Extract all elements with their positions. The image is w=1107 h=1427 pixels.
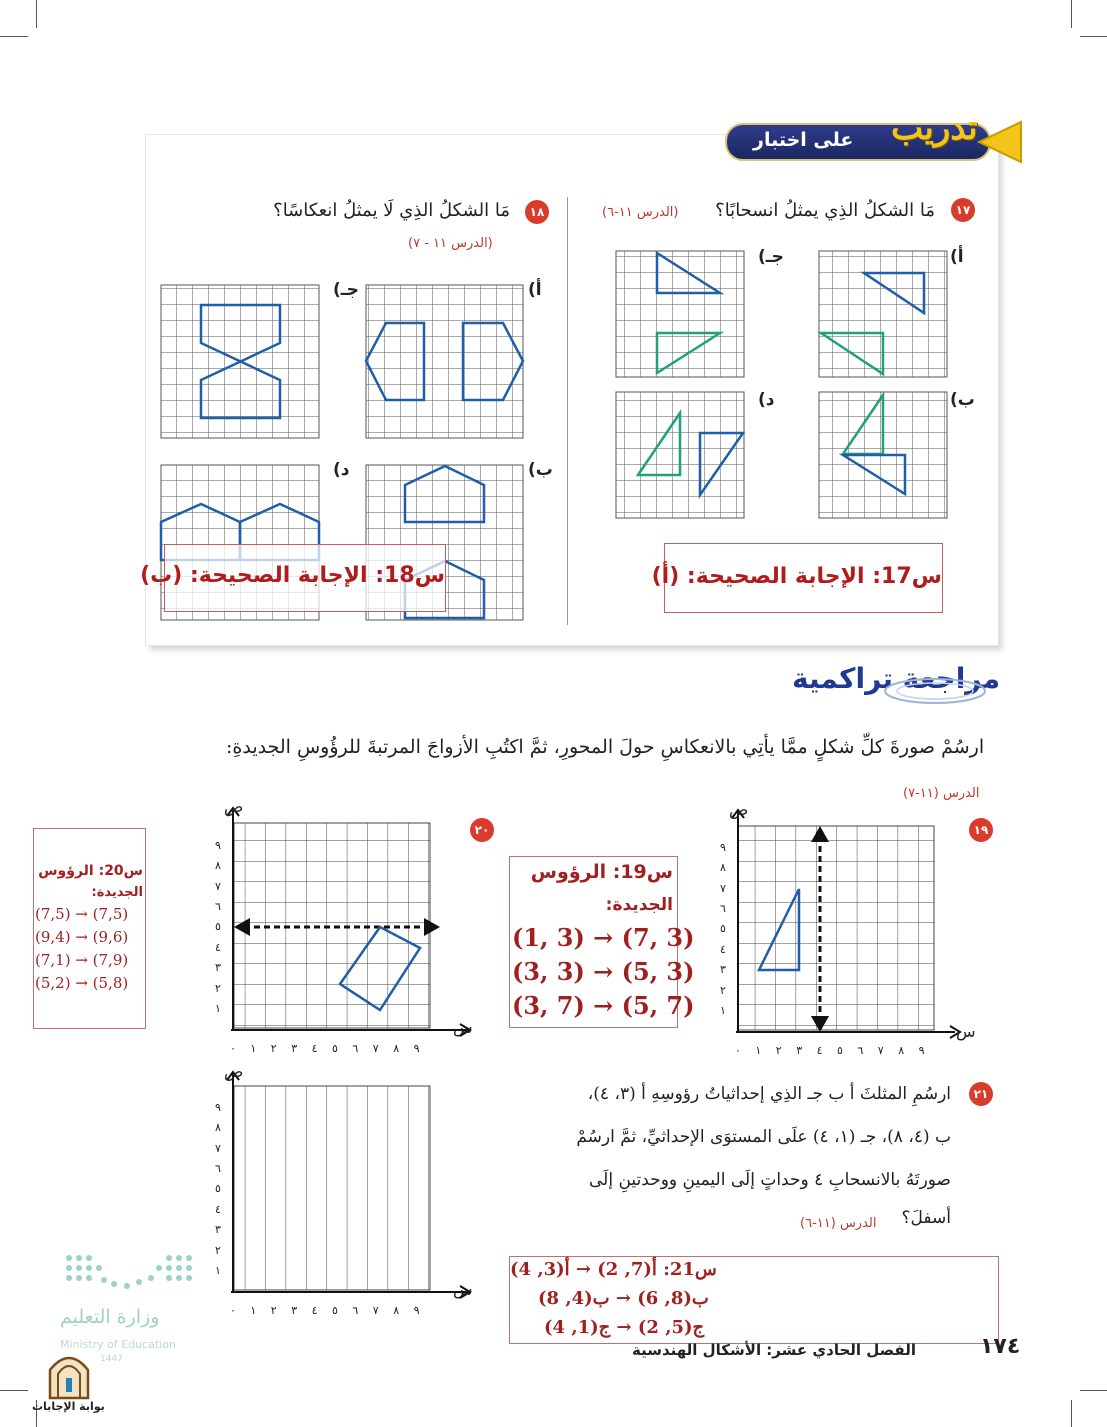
q20-x-tick: ٦	[352, 1042, 359, 1055]
q21-y-tick: ٥	[215, 1182, 221, 1196]
review-lesson: الدرس (١١-٧)	[903, 786, 980, 801]
q21-x-tick: ٥	[332, 1304, 338, 1317]
q19-x-axis-label: س	[956, 1022, 976, 1041]
q17-option-b: ب)	[950, 390, 975, 410]
q20-x-tick: ٥	[332, 1042, 338, 1055]
q21-y-tick: ٧	[215, 1141, 221, 1155]
q19-x-tick: ٨	[898, 1044, 905, 1057]
q19-answer-row: (1, 3) → (7, 3)	[512, 923, 695, 952]
q20-answer-row: (5,2) → (5,8)	[35, 974, 129, 992]
q21-y-tick: ٦	[215, 1162, 221, 1175]
q21-y-tick: ١	[215, 1264, 221, 1277]
q17-text: مَا الشكلُ الذِي يمثلُ انسحابًا؟	[715, 200, 935, 221]
q21-grid	[227, 1072, 470, 1298]
q17-option-c: جـ)	[758, 247, 784, 267]
q20-x-tick: ١	[250, 1042, 257, 1055]
q20-x-axis-label: س	[453, 1018, 473, 1037]
q20-y-tick: ٣	[215, 961, 221, 975]
footer-chapter: الفصل الحادي عشر: الأشكال الهندسية	[632, 1341, 916, 1359]
q18-number: ١٨	[525, 200, 549, 224]
q18-option-c: جـ)	[333, 280, 359, 300]
q20-y-tick: ٩	[215, 838, 221, 852]
q20-answer-header: س20: الرؤوس	[38, 863, 143, 879]
watermark-text: بوابة الإجابات	[32, 1400, 105, 1413]
q21-answer-row: س21: أ(7, 2) → أ(3, 4)	[510, 1259, 717, 1280]
q19-x-tick: ٠	[735, 1044, 741, 1057]
watermark-logo	[30, 1350, 110, 1420]
q19-y-axis-label: ص	[729, 800, 749, 819]
ministry-name-ar: وزارة التعليم	[60, 1306, 160, 1328]
q20-y-tick: ٤	[215, 940, 221, 954]
q21-answer-box	[509, 1256, 999, 1344]
q21-x-axis-label: س	[453, 1280, 473, 1299]
q21-answer-row: ب(8, 6) → ب(4, 8)	[538, 1288, 709, 1309]
q21-number: ٢١	[969, 1082, 993, 1106]
q19-number: ١٩	[969, 818, 993, 842]
q19-answer-header: س19: الرؤوس	[530, 861, 673, 883]
q19-y-tick: ١	[720, 1004, 726, 1017]
q21-x-tick: ٩	[413, 1304, 420, 1317]
q17-option-d: د)	[758, 390, 775, 410]
q19-y-tick: ٤	[720, 942, 726, 956]
q21-x-tick: ٠	[230, 1304, 236, 1317]
q21-y-tick: ٩	[215, 1100, 221, 1114]
q21-x-tick: ٤	[311, 1304, 318, 1317]
q21-y-axis-label: ص	[224, 1062, 244, 1081]
q19-y-tick: ٧	[720, 881, 726, 895]
page-number: ١٧٤	[980, 1334, 1021, 1359]
q19-answer-box	[509, 856, 695, 1028]
q19-x-tick: ٣	[796, 1044, 803, 1057]
ministry-year: 1447	[100, 1354, 123, 1364]
q17-option-a: أ)	[950, 247, 964, 267]
q21-x-tick: ٧	[372, 1304, 379, 1317]
q20-x-tick: ٣	[291, 1042, 298, 1055]
q21-x-tick: ١	[250, 1304, 257, 1317]
q21-x-tick: ٢	[270, 1304, 277, 1317]
q21-y-tick: ٤	[215, 1202, 221, 1216]
review-title: مراجعة تراكمية	[792, 662, 1001, 695]
q19-x-tick: ٤	[816, 1044, 823, 1057]
q19-answer-row: (3, 7) → (5, 7)	[512, 991, 695, 1020]
q21-lesson: الدرس (١١-٦)	[800, 1216, 877, 1231]
q20-answer-row: (7,1) → (7,9)	[35, 951, 129, 969]
q17-number: ١٧	[951, 198, 975, 222]
q21-line-2: ب (٤، ٨)، جـ (١، ٤) علَى المستوَى الإحداثيِّ، ثمَّ ارسُمْ	[576, 1127, 951, 1147]
q19-y-tick: ٥	[720, 922, 726, 936]
q19-x-tick: ٢	[775, 1044, 782, 1057]
q20-x-tick: ٨	[393, 1042, 400, 1055]
q21-line-1: ارسُمِ المثلثَ أ ب جـ الذِي إحداثياتُ رؤوسِهِ أ (٣، ٤)،	[587, 1084, 951, 1104]
q20-y-tick: ٢	[215, 981, 221, 995]
q18-lesson: (الدرس ١١ - ٧)	[408, 236, 493, 251]
q17-lesson: (الدرس ١١-٦)	[602, 205, 679, 220]
q20-x-tick: ٠	[230, 1042, 236, 1055]
q20-x-tick: ٩	[413, 1042, 420, 1055]
q19-x-tick: ١	[755, 1044, 762, 1057]
q17-answer: س17: الإجابة الصحيحة: (أ)	[664, 543, 943, 613]
review-instruction: ارسُمْ صورةَ كلِّ شكلٍ ممَّا يأتِي بالانعكاسِ حولَ المحورِ، ثمَّ اكتُبِ الأزواجَ المرتبةَ للرؤُوسِ الجديدةِ:	[226, 736, 985, 758]
q19-y-tick: ٢	[720, 983, 726, 997]
q18-option-a: أ)	[528, 280, 542, 300]
q21-y-tick: ٢	[215, 1243, 221, 1257]
q20-x-tick: ٢	[270, 1042, 277, 1055]
q21-x-tick: ٨	[393, 1304, 400, 1317]
q21-y-tick: ٨	[215, 1121, 221, 1135]
q20-grid	[227, 808, 470, 1036]
q19-y-tick: ٨	[720, 861, 726, 875]
q21-y-tick: ٣	[215, 1223, 221, 1237]
q21-x-tick: ٦	[352, 1304, 359, 1317]
q20-y-tick: ٧	[215, 879, 221, 893]
q19-x-tick: ٧	[877, 1044, 884, 1057]
q21-line-4: أسفلَ؟	[901, 1208, 951, 1228]
q21-line-3: صورتَهُ بالانسحابِ ٤ وحداتٍ إلَى اليمينِ ووحدتينِ إلَى	[588, 1170, 951, 1190]
q19-answer-row: (3, 3) → (5, 3)	[512, 957, 695, 986]
q20-y-tick: ٦	[215, 900, 221, 913]
q18-answer: س18: الإجابة الصحيحة: (ب)	[164, 544, 446, 612]
q20-y-tick: ٨	[215, 859, 221, 873]
q19-y-tick: ٦	[720, 902, 726, 915]
q20-answer-row: (7,5) → (7,5)	[35, 905, 129, 923]
q19-grid	[732, 810, 960, 1038]
q19-answer-header2: الجديدة:	[605, 895, 673, 915]
q19-x-tick: ٥	[837, 1044, 843, 1057]
q18-option-d: د)	[333, 460, 350, 480]
q19-x-tick: ٦	[857, 1044, 864, 1057]
q20-x-tick: ٧	[372, 1042, 379, 1055]
q19-x-tick: ٩	[918, 1044, 925, 1057]
ministry-name-en: Ministry of Education	[60, 1338, 177, 1351]
q18-option-b: ب)	[528, 460, 553, 480]
q21-answer-row: ج(5, 2) → ج(1, 4)	[544, 1317, 705, 1338]
q20-answer-header2: الجديدة:	[91, 885, 143, 900]
q20-x-tick: ٤	[311, 1042, 318, 1055]
q18-text: مَا الشكلُ الذِي لَا يمثلُ انعكاسًا؟	[273, 200, 510, 221]
q20-y-tick: ٥	[215, 920, 221, 934]
q20-answer-box	[33, 828, 146, 1029]
banner-script: تدريب	[891, 108, 978, 148]
q21-x-tick: ٣	[291, 1304, 298, 1317]
banner-text: على اختبار	[753, 129, 854, 151]
q20-y-tick: ١	[215, 1002, 221, 1015]
ministry-dots-icon	[59, 1250, 199, 1300]
q20-number: ٢٠	[470, 818, 494, 842]
q19-y-tick: ٣	[720, 963, 726, 977]
gate-icon	[46, 1350, 92, 1400]
q20-answer-row: (9,4) → (9,6)	[35, 928, 129, 946]
q20-y-axis-label: ص	[224, 797, 244, 816]
q19-y-tick: ٩	[720, 840, 726, 854]
